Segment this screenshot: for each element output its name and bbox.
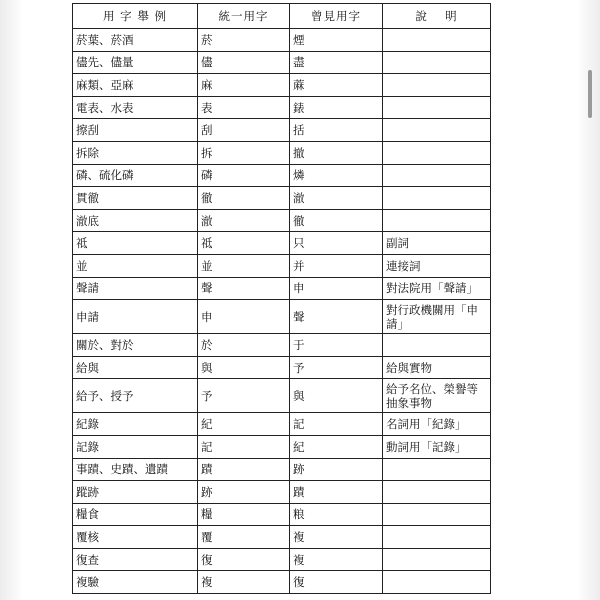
cell-unified: 申: [198, 300, 290, 334]
cell-example: 電表、水表: [73, 96, 198, 119]
cell-example: 麻類、亞麻: [73, 74, 198, 97]
cell-note: [383, 481, 491, 504]
cell-note: 名詞用「紀錄」: [383, 413, 491, 436]
cell-example: 糧食: [73, 503, 198, 526]
cell-seen: 盡: [290, 51, 383, 74]
cell-seen: 括: [290, 119, 383, 142]
cell-note: [383, 548, 491, 571]
table-body: [73, 29, 491, 594]
cell-note: [383, 164, 491, 187]
cell-note: [383, 51, 491, 74]
cell-example: 申請: [73, 300, 198, 334]
table-row: [73, 141, 491, 164]
table-row: [73, 164, 491, 187]
table-row: [73, 379, 491, 413]
cell-seen: 徹: [290, 209, 383, 232]
table-row: [73, 503, 491, 526]
table-row: [73, 356, 491, 379]
unified-characters-table: [72, 3, 491, 594]
cell-note: 給與實物: [383, 356, 491, 379]
table-row: [73, 548, 491, 571]
cell-seen: 復: [290, 571, 383, 594]
cell-example: 磷、硫化磷: [73, 164, 198, 187]
cell-seen: 跡: [290, 458, 383, 481]
table-row: [73, 51, 491, 74]
header-note: 說 明: [383, 4, 491, 29]
scrollbar-thumb[interactable]: [588, 70, 592, 118]
table-row: [73, 209, 491, 232]
table-row: [73, 458, 491, 481]
cell-unified: 拆: [198, 141, 290, 164]
table-row: [73, 571, 491, 594]
cell-note: [383, 458, 491, 481]
cell-seen: 錶: [290, 96, 383, 119]
cell-seen: 聲: [290, 300, 383, 334]
cell-example: 菸葉、菸酒: [73, 29, 198, 52]
cell-seen: 并: [290, 254, 383, 277]
cell-example: 儘先、儘量: [73, 51, 198, 74]
cell-seen: 記: [290, 413, 383, 436]
table-row: [73, 481, 491, 504]
cell-seen: 紀: [290, 435, 383, 458]
cell-note: [383, 503, 491, 526]
cell-example: 祗: [73, 232, 198, 255]
cell-example: 擦刮: [73, 119, 198, 142]
cell-example: 拆除: [73, 141, 198, 164]
cell-note: [383, 526, 491, 549]
cell-example: 聲請: [73, 277, 198, 300]
cell-example: 事蹟、史蹟、遺蹟: [73, 458, 198, 481]
cell-note: [383, 571, 491, 594]
cell-seen: 澈: [290, 187, 383, 210]
cell-unified: 磷: [198, 164, 290, 187]
cell-example: 記錄: [73, 435, 198, 458]
cell-note: [383, 334, 491, 357]
cell-unified: 複: [198, 571, 290, 594]
cell-example: 關於、對於: [73, 334, 198, 357]
cell-note: 給予名位、榮譽等抽象事物: [383, 379, 491, 413]
cell-unified: 表: [198, 96, 290, 119]
table-header-row: [73, 4, 491, 29]
cell-seen: 于: [290, 334, 383, 357]
cell-seen: 煙: [290, 29, 383, 52]
cell-example: 並: [73, 254, 198, 277]
cell-example: 復查: [73, 548, 198, 571]
table-row: [73, 300, 491, 334]
cell-unified: 覆: [198, 526, 290, 549]
cell-example: 給與: [73, 356, 198, 379]
cell-seen: 予: [290, 356, 383, 379]
cell-seen: 撤: [290, 141, 383, 164]
cell-unified: 澈: [198, 209, 290, 232]
cell-note: 對行政機關用「申請」: [383, 300, 491, 334]
cell-example: 給予、授予: [73, 379, 198, 413]
cell-note: 動詞用「記錄」: [383, 435, 491, 458]
cell-seen: 只: [290, 232, 383, 255]
cell-unified: 與: [198, 356, 290, 379]
cell-note: 副詞: [383, 232, 491, 255]
header-seen: 曾見用字: [290, 4, 383, 29]
cell-unified: 並: [198, 254, 290, 277]
cell-seen: 複: [290, 548, 383, 571]
header-example: 用 字 舉 例: [73, 4, 198, 29]
cell-unified: 紀: [198, 413, 290, 436]
cell-unified: 祗: [198, 232, 290, 255]
table-row: [73, 232, 491, 255]
cell-unified: 徹: [198, 187, 290, 210]
cell-example: 蹤跡: [73, 481, 198, 504]
cell-seen: 複: [290, 526, 383, 549]
cell-seen: 蹟: [290, 481, 383, 504]
page-edge-left: [0, 0, 22, 600]
cell-unified: 蹟: [198, 458, 290, 481]
table-row: [73, 254, 491, 277]
cell-note: [383, 209, 491, 232]
cell-unified: 跡: [198, 481, 290, 504]
cell-note: [383, 187, 491, 210]
cell-unified: 菸: [198, 29, 290, 52]
cell-unified: 刮: [198, 119, 290, 142]
cell-note: [383, 96, 491, 119]
cell-note: [383, 141, 491, 164]
table-row: [73, 119, 491, 142]
cell-example: 複驗: [73, 571, 198, 594]
cell-note: [383, 119, 491, 142]
table-row: [73, 74, 491, 97]
cell-note: [383, 29, 491, 52]
cell-unified: 予: [198, 379, 290, 413]
cell-example: 貫徹: [73, 187, 198, 210]
table-row: [73, 187, 491, 210]
cell-unified: 復: [198, 548, 290, 571]
cell-seen: 與: [290, 379, 383, 413]
cell-seen: 蔴: [290, 74, 383, 97]
table-row: [73, 435, 491, 458]
cell-seen: 申: [290, 277, 383, 300]
table-row: [73, 413, 491, 436]
cell-unified: 記: [198, 435, 290, 458]
table-row: [73, 334, 491, 357]
cell-note: [383, 74, 491, 97]
cell-unified: 於: [198, 334, 290, 357]
cell-example: 澈底: [73, 209, 198, 232]
cell-unified: 儘: [198, 51, 290, 74]
cell-seen: 粮: [290, 503, 383, 526]
table-row: [73, 29, 491, 52]
table-row: [73, 96, 491, 119]
table-row: [73, 526, 491, 549]
cell-unified: 麻: [198, 74, 290, 97]
cell-unified: 聲: [198, 277, 290, 300]
cell-note: 對法院用「聲請」: [383, 277, 491, 300]
cell-example: 紀錄: [73, 413, 198, 436]
table-row: [73, 277, 491, 300]
cell-note: 連接詞: [383, 254, 491, 277]
header-unified: 統一用字: [198, 4, 290, 29]
cell-unified: 糧: [198, 503, 290, 526]
cell-example: 覆核: [73, 526, 198, 549]
cell-seen: 燐: [290, 164, 383, 187]
